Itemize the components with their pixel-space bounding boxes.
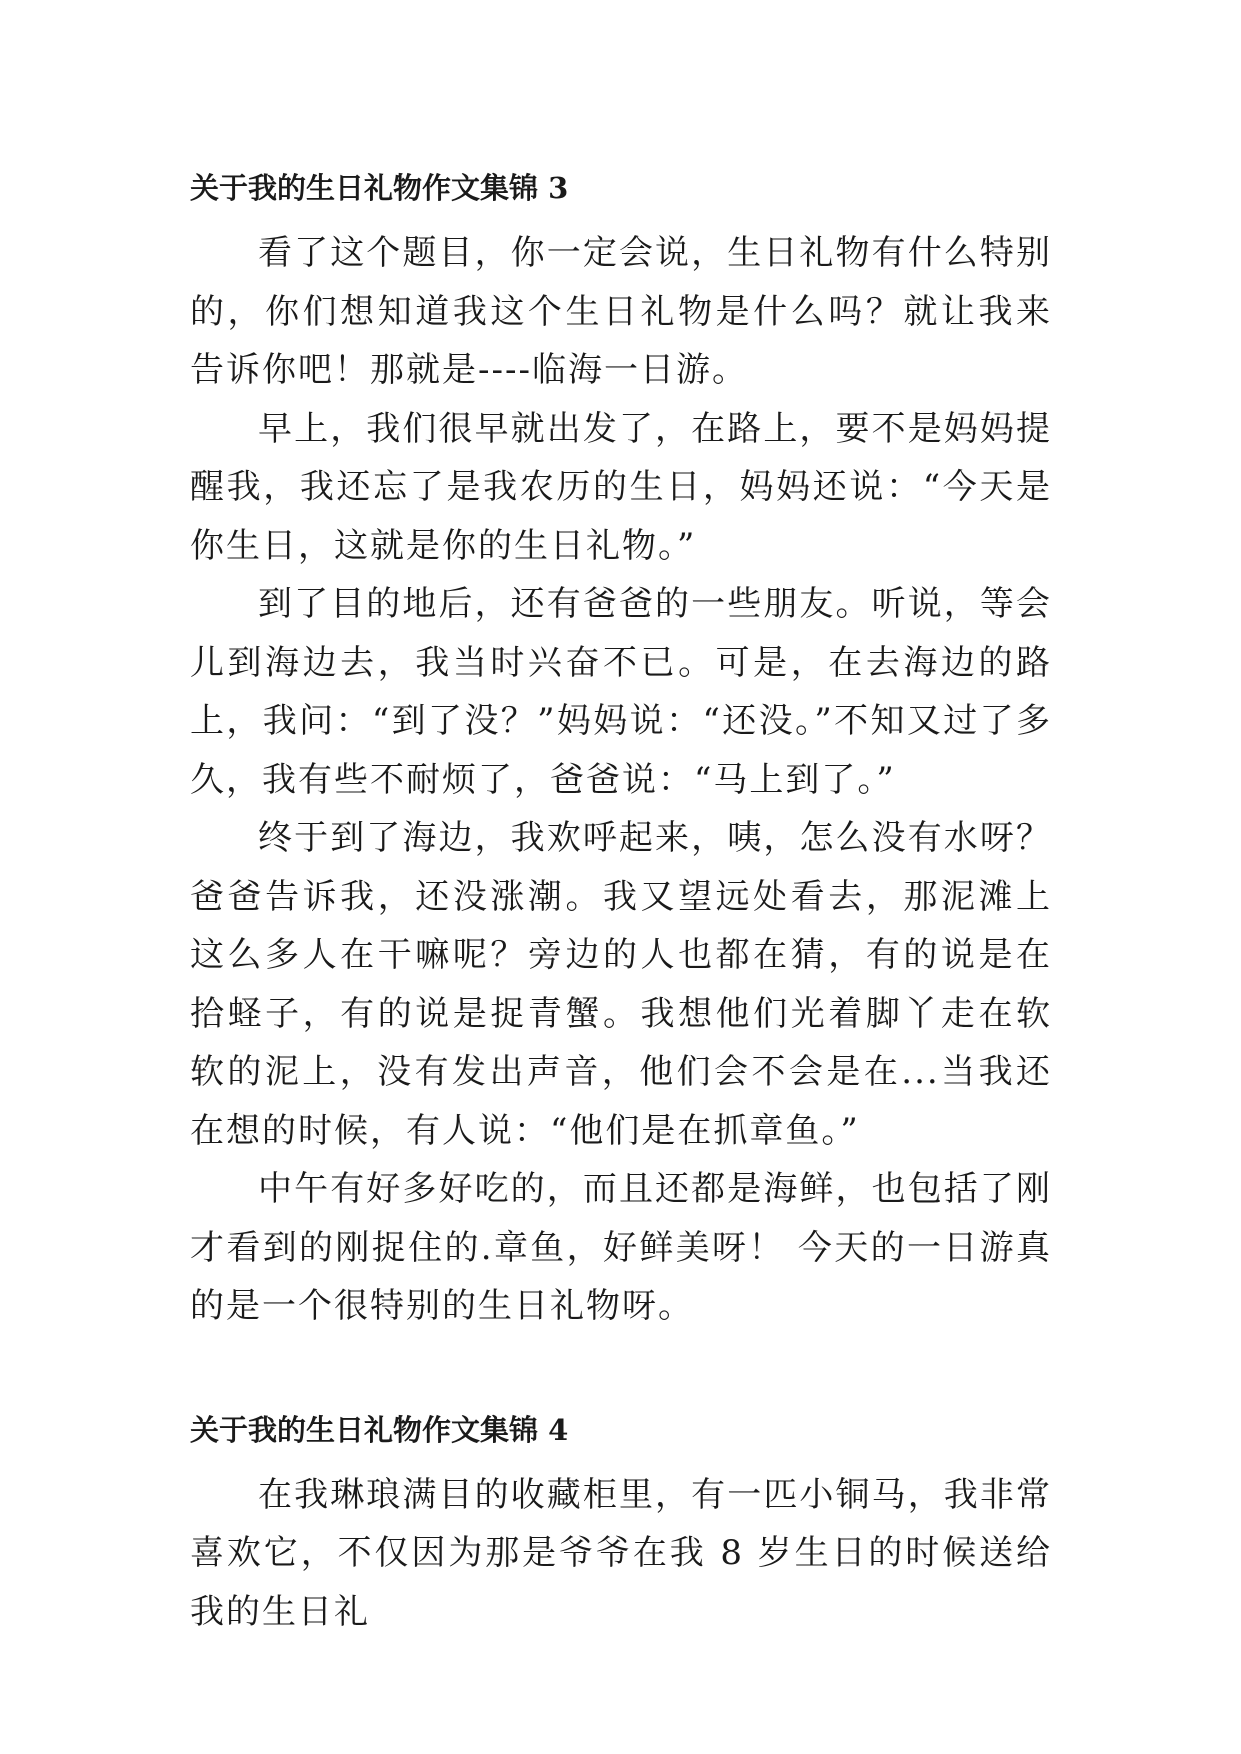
paragraph: 终于到了海边，我欢呼起来，咦，怎么没有水呀？爸爸告诉我，还没涨潮。我又望远处看去，那泥滩上这么多人在干嘛呢？旁边的人也都在猜，有的说是在拾蛏子，有的说是捉青蟹。我想他们光着脚丫走在软软的泥上，没有发出声音，他们会不会是在...当我还在想的时候，有人说：“他们是在抓章鱼。”: [190, 818, 1052, 1151]
paragraph: 早上，我们很早就出发了，在路上，要不是妈妈提醒我，我还忘了是我农历的生日，妈妈还说：“今天是你生日，这就是你的生日礼物。”: [190, 408, 1052, 566]
section-title-4: 关于我的生日礼物作文集锦 4: [190, 1412, 569, 1447]
paragraph: 到了目的地后，还有爸爸的一些朋友。听说，等会儿到海边去，我当时兴奋不已。可是，在去海边的路上，我问：“到了没？”妈妈说：“还没。”不知又过了多久，我有些不耐烦了，爸爸说：“马上到了。”: [190, 584, 1052, 800]
section-title-3: 关于我的生日礼物作文集锦 3: [190, 171, 569, 205]
document-page: [190, 160, 1052, 1641]
paragraph: 中午有好多好吃的，而且还都是海鲜，也包括了刚才看到的刚捉住的.章鱼，好鲜美呀！ 今天的一日游真的是一个很特别的生日礼物呀。: [190, 1169, 1052, 1326]
paragraph: 看了这个题目，你一定会说，生日礼物有什么特别的，你们想知道我这个生日礼物是什么吗？就让我来告诉你吧！那就是----临海一日游。: [190, 233, 1052, 390]
paragraph: 在我琳琅满目的收藏柜里，有一匹小铜马，我非常喜欢它，不仅因为那是爷爷在我 8 岁生日的时候送给我的生日礼: [190, 1474, 1052, 1632]
section-spacer: [190, 1336, 1052, 1402]
